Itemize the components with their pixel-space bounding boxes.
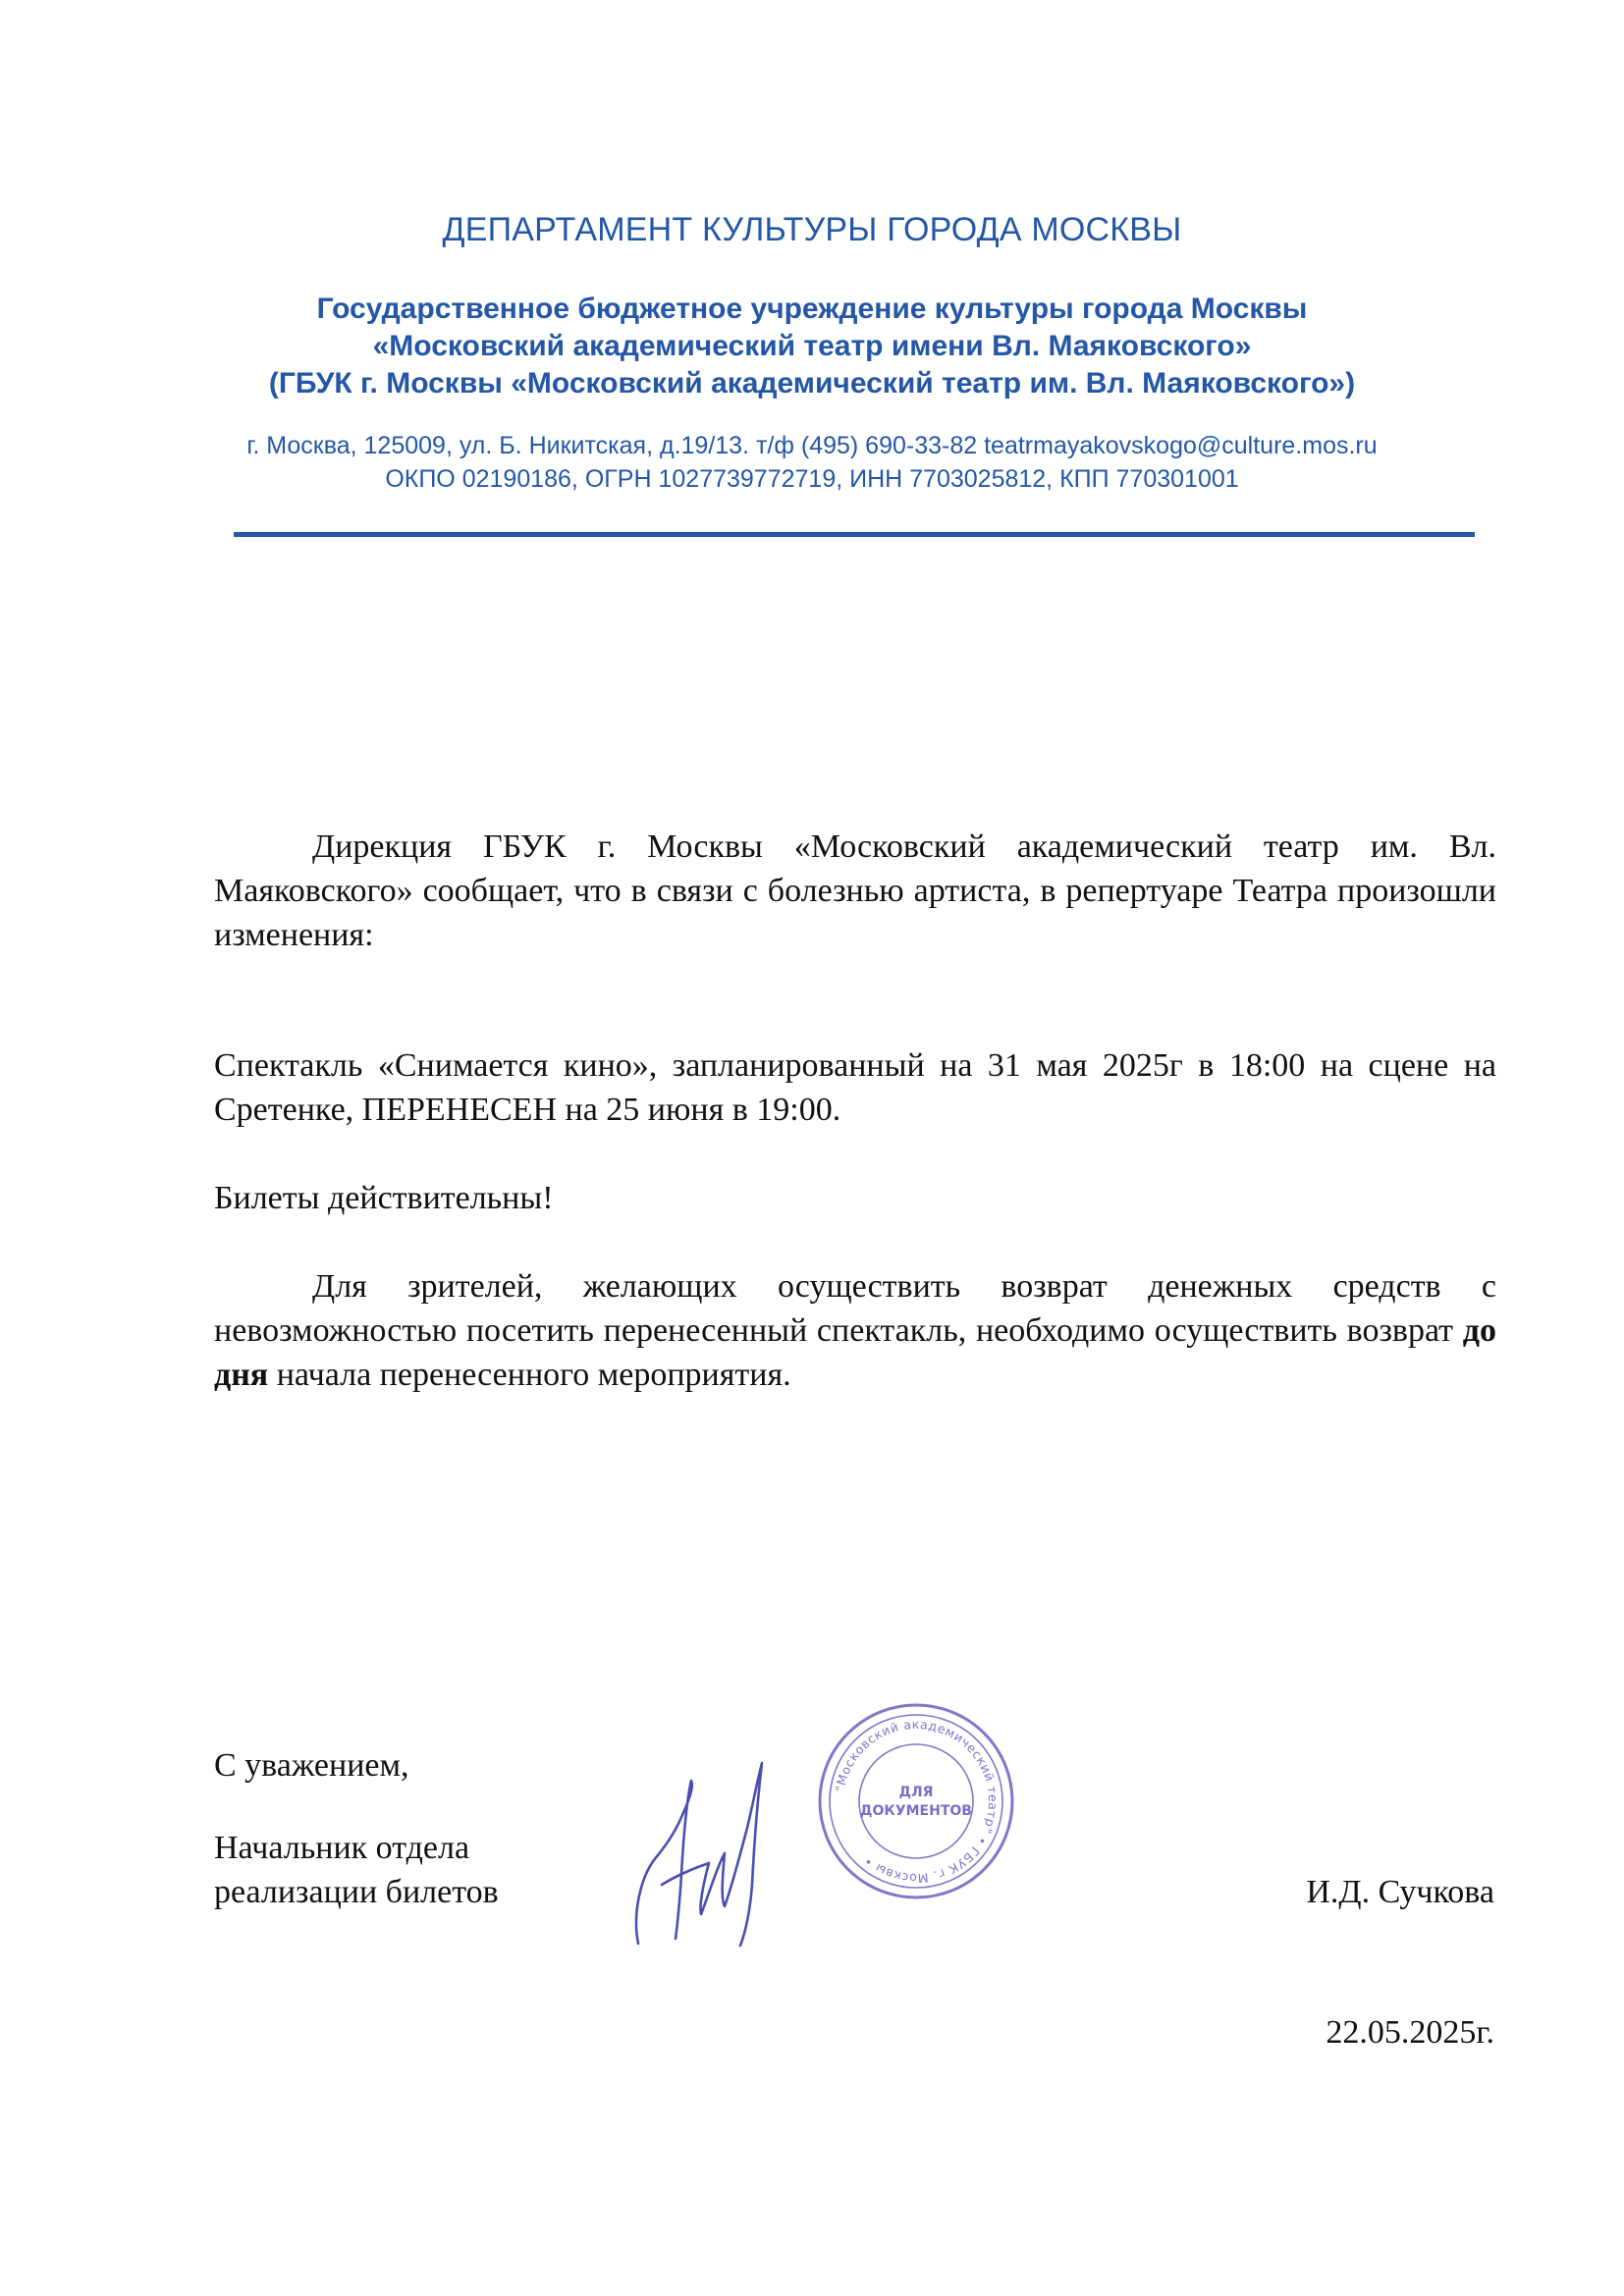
refund-deadline-emphasis: до дня [214,1312,1496,1393]
svg-text:"Московский академический теат: "Московский академический театр" • ГБУК г. Москвы • [832,1716,1001,1887]
institution-name-line-2: «Московский академический театр имени Вл. Маяковского» [372,330,1252,362]
refund-text-part-1: Для зрителей, желающих осуществить возврат денежных средств с невозможностью посетить перенесенный спектакль, необходимо осуществить возврат [214,1268,1496,1349]
stamp-center-line-2: ДОКУМЕНТОВ [860,1803,972,1819]
refund-paragraph [214,1264,1496,1397]
stamp-center-line-1: ДЛЯ [898,1785,934,1800]
closing-regards: С уважением, [214,1747,409,1784]
announcement-paragraph: Дирекция ГБУК г. Москвы «Московский академический театр им. Вл. Маяковского» сообщает, что в связи с болезнью артиста, в репертуаре Театра произошли изменения: [214,828,1496,953]
signer-position-line-1: Начальник отдела [214,1830,470,1866]
department-title: ДЕПАРТАМЕНТ КУЛЬТУРЫ ГОРОДА МОСКВЫ [442,211,1182,248]
institution-registration-codes: ОКПО 02190186, ОГРН 1027739772719, ИНН 7703025812, КПП 770301001 [385,465,1239,493]
signer-name: И.Д. Сучкова [1306,1874,1494,1910]
letterhead-divider [234,532,1475,537]
tickets-valid-paragraph: Билеты действительны! [214,1180,554,1216]
institution-name-line-3: (ГБУК г. Москвы «Московский академический театр им. Вл. Маяковского») [268,367,1356,400]
letter-date: 22.05.2025г. [1326,2014,1494,2051]
official-stamp [813,1698,1019,1904]
refund-text-part-2: начала перенесенного мероприятия. [268,1357,791,1393]
institution-name-line-1: Государственное бюджетное учреждение культуры города Москвы [316,293,1308,325]
handwritten-signature [619,1737,815,1963]
institution-address: г. Москва, 125009, ул. Б. Никитская, д.19/13. т/ф (495) 690-33-82 teatrmayakovskogo@culture.mos.ru [246,432,1378,459]
signer-position-line-2: реализации билетов [214,1874,499,1910]
schedule-change-paragraph: Спектакль «Снимается кино», запланированный на 31 мая 2025г в 18:00 на сцене на Сретенке, ПЕРЕНЕСЕН на 25 июня в 19:00. [214,1047,1496,1128]
